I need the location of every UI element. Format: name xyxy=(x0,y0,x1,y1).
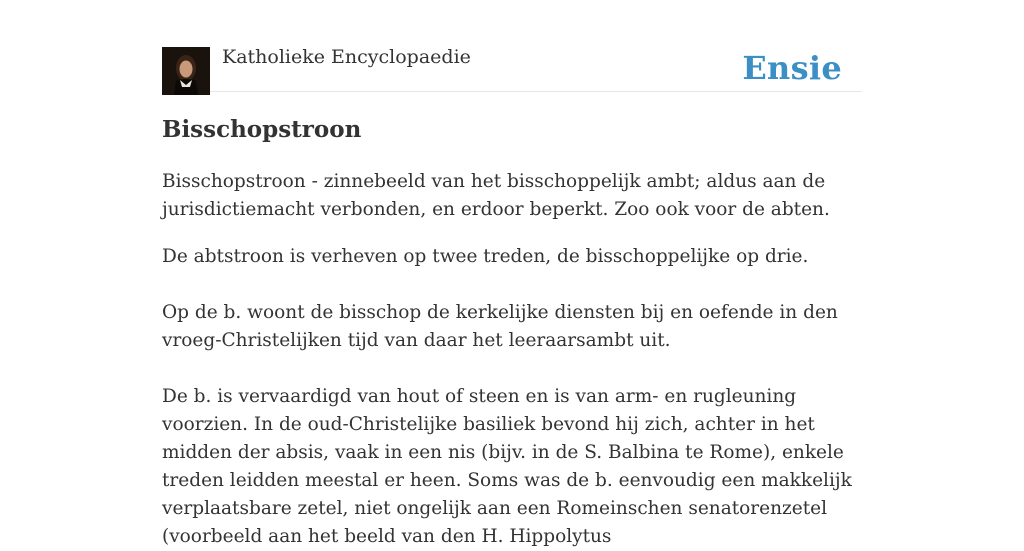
article-page xyxy=(162,0,862,547)
site-header xyxy=(162,44,862,92)
source-avatar[interactable] xyxy=(162,47,210,95)
article-paragraph: Bisschopstroon - zinnebeeld van het bisschoppelijk ambt; aldus aan de jurisdictiemacht verbonden, en erdoor beperkt. Zoo ook voor de abten. xyxy=(162,171,830,220)
article-title: Bisschopstroon xyxy=(162,116,362,143)
article-paragraph: De b. is vervaardigd van hout of steen en is van arm- en rugleuning voorzien. In de oud-Christelijke basiliek bevond hij zich, achter in het midden der absis, vaak in een nis (bijv. in de S. Balbina te Rome), enkele treden leidden meestal er heen. Soms was de b. eenvoudig een makkelijk verplaatsbare zetel, niet ongelijk aan een Romeinschen senatorenzetel (voorbeeld aan het beeld van den H. Hippolytus xyxy=(162,386,852,547)
portrait-icon xyxy=(162,47,210,95)
article-paragraph: Op de b. woont de bisschop de kerkelijke diensten bij en oefende in den vroeg-Christelijken tijd van daar het leeraarsambt uit. xyxy=(162,302,838,351)
article-paragraph: De abtstroon is verheven op twee treden, de bisschoppelijke op drie. xyxy=(162,246,809,267)
brand-logo[interactable]: Ensie xyxy=(742,49,842,87)
source-name[interactable]: Katholieke Encyclopaedie xyxy=(222,46,471,68)
